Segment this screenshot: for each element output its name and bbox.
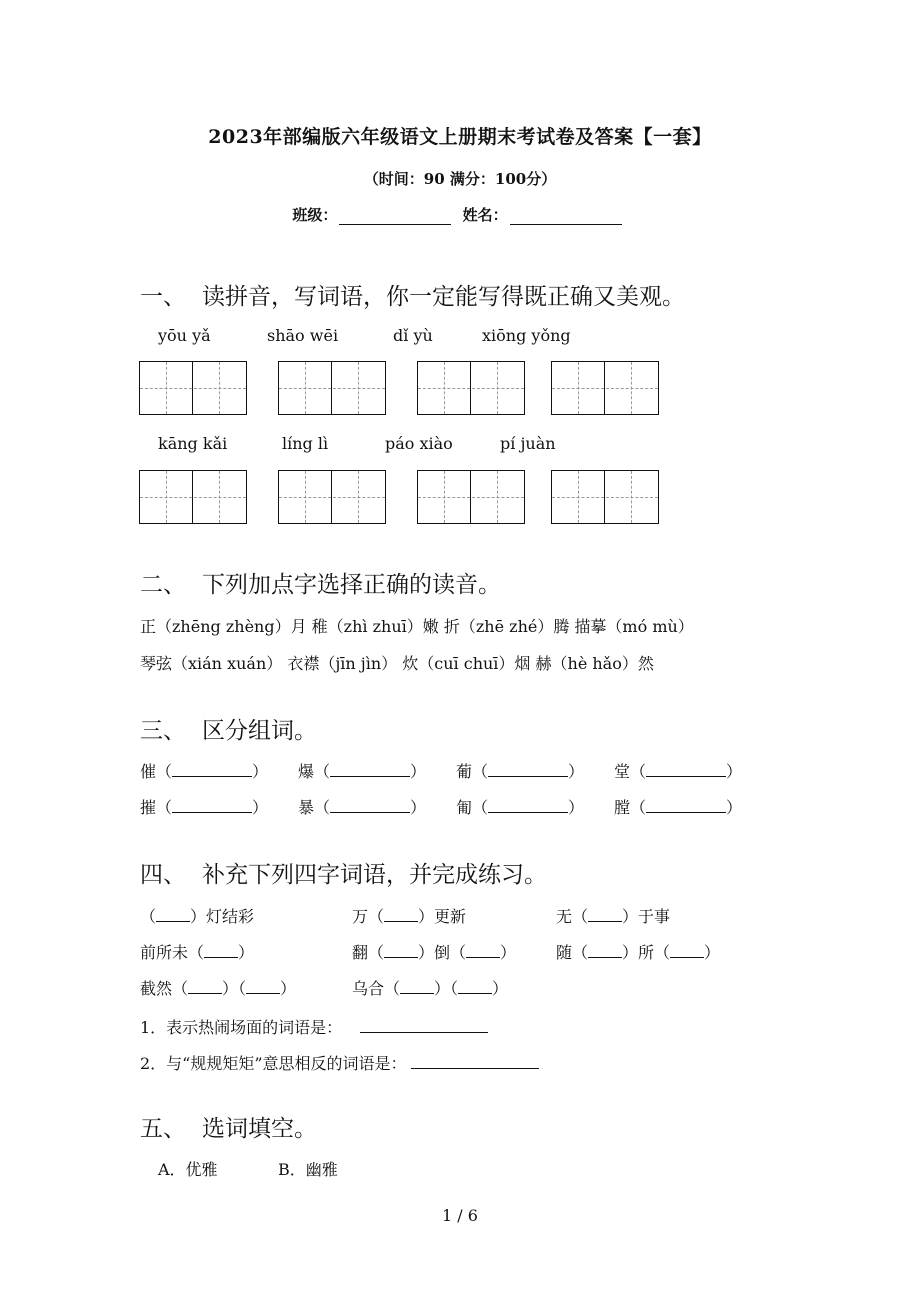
exam-meta: （时间：90 满分：100分） — [363, 170, 557, 188]
pinyin-label: shāo wēi — [267, 326, 339, 345]
reading-line-2: 琴弦（xián xuán） 衣襟（jīn jìn） 炊（cuī chuī）烟 赫（hè hǎo）然 — [140, 654, 654, 673]
section-4-heading — [140, 856, 547, 889]
word-blank-item[interactable]: 催（ ） — [140, 762, 269, 781]
word-blank-item[interactable]: 摧（ ） — [140, 798, 269, 817]
class-blank[interactable] — [339, 208, 451, 225]
class-label: 班级： — [292, 206, 338, 224]
pinyin-label: páo xiào — [385, 434, 453, 453]
pinyin-label: dǐ yù — [393, 326, 433, 345]
word-blank-item[interactable]: 葡（ ） — [456, 762, 585, 781]
page-title: 2023年部编版六年级语文上册期末考试卷及答案【一套】 — [208, 126, 712, 148]
section-number: 二、 — [140, 572, 186, 598]
section-title: 读拼音，写词语，你一定能写得既正确又美观。 — [202, 284, 685, 310]
section-title: 选词填空。 — [202, 1116, 317, 1142]
reading-line-1: 正（zhēng zhèng）月 稚（zhì zhuī）嫩 折（zhē zhé）腾 描摹（mó mù） — [140, 617, 694, 636]
pinyin-label: yōu yǎ — [158, 326, 211, 345]
word-blank-item[interactable]: 爆（ ） — [298, 762, 427, 781]
name-label: 姓名： — [462, 206, 508, 224]
writing-grid[interactable] — [417, 470, 525, 524]
idiom-blank[interactable]: 前所未（ ） — [140, 943, 255, 962]
section-1-heading — [140, 278, 685, 311]
section-title: 区分组词。 — [202, 718, 317, 744]
option-b: B．幽雅 — [278, 1160, 338, 1179]
section-5-heading — [140, 1110, 317, 1143]
answer-line[interactable] — [360, 1018, 488, 1033]
word-blank-item[interactable]: 匍（ ） — [456, 798, 585, 817]
section-number: 一、 — [140, 284, 186, 310]
section-2-heading — [140, 566, 501, 599]
word-blank-item[interactable]: 堂（ ） — [614, 762, 743, 781]
section-3-heading — [140, 712, 317, 745]
word-blank-item[interactable]: 膛（ ） — [614, 798, 743, 817]
idiom-blank[interactable]: （ ）灯结彩 — [140, 907, 255, 926]
idiom-blank[interactable]: 随（ ）所（ ） — [556, 943, 721, 962]
idiom-blank[interactable]: 万（ ）更新 — [352, 907, 467, 926]
question-1: 1．表示热闹场面的词语是： — [140, 1015, 488, 1038]
writing-grid[interactable] — [278, 361, 386, 415]
section-title: 下列加点字选择正确的读音。 — [202, 572, 501, 598]
page-number: 1 / 6 — [442, 1206, 478, 1225]
pinyin-label: pí juàn — [500, 434, 556, 453]
section-number: 四、 — [140, 862, 186, 888]
pinyin-label: líng lì — [282, 434, 329, 453]
pinyin-label: kāng kǎi — [158, 434, 228, 453]
pinyin-label: xiōng yǒng — [482, 326, 571, 345]
idiom-blank[interactable]: 无（ ）于事 — [556, 907, 671, 926]
writing-grid[interactable] — [139, 470, 247, 524]
section-number: 三、 — [140, 718, 186, 744]
word-blank-item[interactable]: 暴（ ） — [298, 798, 427, 817]
writing-grid[interactable] — [139, 361, 247, 415]
name-blank[interactable] — [510, 208, 622, 225]
answer-line[interactable] — [411, 1054, 539, 1069]
section-title: 补充下列四字词语，并完成练习。 — [202, 862, 547, 888]
idiom-blank[interactable]: 翻（ ）倒（ ） — [352, 943, 517, 962]
writing-grid[interactable] — [551, 470, 659, 524]
option-a: A．优雅 — [158, 1160, 218, 1179]
writing-grid[interactable] — [278, 470, 386, 524]
writing-grid[interactable] — [417, 361, 525, 415]
writing-grid[interactable] — [551, 361, 659, 415]
section-number: 五、 — [140, 1116, 186, 1142]
question-2: 2．与“规规矩矩”意思相反的词语是： — [140, 1051, 539, 1074]
idiom-blank[interactable]: 乌合（ ）（ ） — [352, 979, 509, 998]
idiom-blank[interactable]: 截然（ ）（ ） — [140, 979, 297, 998]
student-info — [0, 204, 920, 225]
